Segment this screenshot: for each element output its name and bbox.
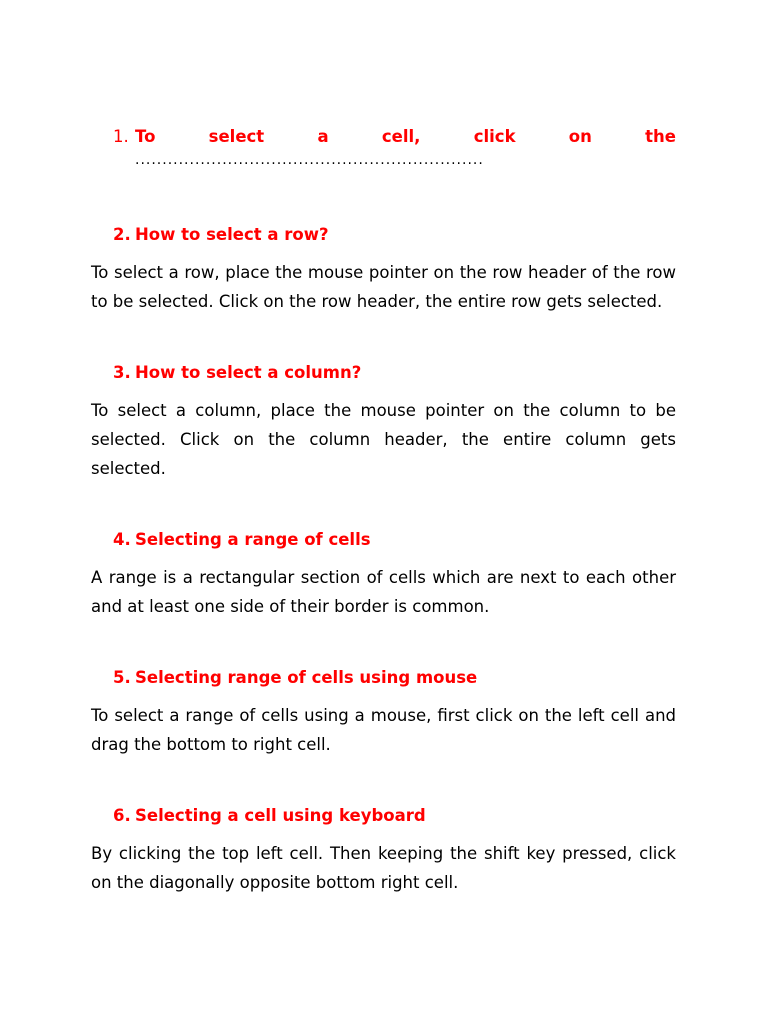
- question-4: [91, 527, 676, 553]
- question-number: 3.: [113, 363, 131, 382]
- question-number: 4.: [113, 530, 131, 549]
- question-number: 5.: [113, 668, 131, 687]
- question-number: 1.: [113, 127, 129, 146]
- question-3: [91, 360, 676, 386]
- question-2: [91, 222, 676, 248]
- answer-paragraph: A range is a rectangular section of cells which are next to each other and at least one side of their border is common.: [91, 568, 676, 616]
- answer-paragraph: To select a column, place the mouse pointer on the column to be selected. Click on the column header, the entire column gets selected.: [91, 401, 676, 478]
- answer-paragraph: To select a row, place the mouse pointer on the row header of the row to be selected. Click on the row header, the entire row gets selected.: [91, 263, 676, 311]
- document-content: [91, 124, 676, 897]
- answer-paragraph: To select a range of cells using a mouse, first click on the left cell and drag the bottom to right cell.: [91, 706, 676, 754]
- question-number: 2.: [113, 225, 131, 244]
- question-text: How to select a column?: [135, 363, 362, 382]
- question-text: Selecting range of cells using mouse: [135, 668, 478, 687]
- question-6: [91, 803, 676, 829]
- question-text: Selecting a cell using keyboard: [135, 806, 426, 825]
- question-text: To select a cell, click on the: [135, 127, 676, 146]
- answer-paragraph: By clicking the top left cell. Then keeping the shift key pressed, click on the diagonally opposite bottom right cell.: [91, 844, 676, 892]
- question-text: Selecting a range of cells: [135, 530, 371, 549]
- question-text: How to select a row?: [135, 225, 329, 244]
- question-number: 6.: [113, 806, 131, 825]
- question-1: [91, 124, 676, 170]
- question-5: [91, 665, 676, 691]
- answer-blank: ................................................................: [135, 152, 484, 168]
